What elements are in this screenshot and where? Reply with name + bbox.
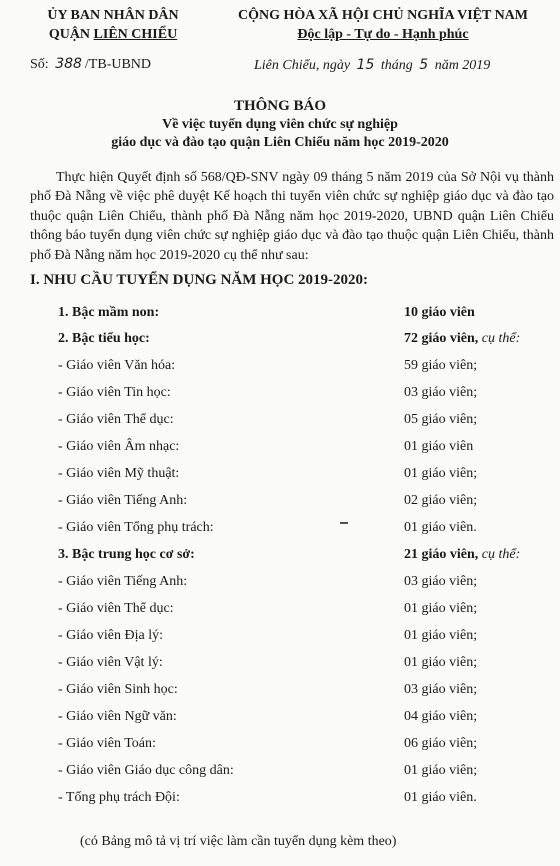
item-value: [404, 790, 477, 806]
attachment-note: (có Bảng mô tả vị trí việc làm cần tuyển dụng kèm theo): [80, 834, 397, 849]
item-value: [404, 358, 477, 374]
item-label: 1. Bậc mầm non:: [58, 305, 160, 320]
item-label: - Giáo viên Thể dục:: [58, 412, 174, 427]
item-label: - Giáo viên Sinh học:: [58, 682, 178, 697]
issuer-line-2: [18, 25, 208, 44]
national-header: [206, 6, 560, 44]
item-value: [404, 709, 477, 725]
item-value: [404, 736, 477, 752]
date-month-handwritten: 5: [419, 57, 429, 73]
item-detail-note: cụ thể:: [478, 331, 521, 346]
item-value: [404, 628, 477, 644]
list-item: [0, 601, 560, 625]
item-count: 21 giáo viên,: [404, 547, 479, 562]
item-value: [404, 305, 475, 321]
item-label: - Giáo viên Giáo dục công dân:: [58, 763, 234, 778]
list-item: [0, 763, 560, 787]
issuer-line-1: ỦY BAN NHÂN DÂN: [47, 8, 179, 23]
item-count: 01 giáo viên;: [404, 466, 478, 481]
section-1-heading: I. NHU CẦU TUYỂN DỤNG NĂM HỌC 2019-2020:: [30, 272, 369, 288]
item-detail-note: cụ thể:: [478, 547, 521, 562]
item-count: 02 giáo viên;: [404, 493, 478, 508]
list-item: [0, 305, 560, 329]
item-count: 01 giáo viên.: [404, 520, 477, 535]
item-value: [404, 655, 477, 671]
item-count: 10 giáo viên: [404, 305, 475, 320]
list-item: [0, 547, 560, 571]
item-label: - Giáo viên Âm nhạc:: [58, 439, 180, 454]
list-item: [0, 682, 560, 706]
item-count: 05 giáo viên;: [404, 412, 478, 427]
item-count: 03 giáo viên;: [404, 682, 478, 697]
document-date: [254, 57, 490, 74]
item-label: - Giáo viên Vật lý:: [58, 655, 163, 670]
list-item: [0, 736, 560, 760]
list-item: [0, 655, 560, 679]
list-item: [0, 412, 560, 436]
list-item: [0, 493, 560, 517]
item-label: - Giáo viên Mỹ thuật:: [58, 466, 180, 481]
date-day-handwritten: 15: [356, 57, 375, 73]
item-count: 01 giáo viên: [404, 439, 474, 454]
issuer-district: LIÊN CHIỂU: [93, 27, 178, 42]
issuer-header: [18, 6, 208, 44]
item-value: [404, 385, 477, 401]
document-title: [0, 96, 560, 152]
item-label: 2. Bậc tiểu học:: [58, 331, 150, 346]
intro-paragraph: Thực hiện Quyết định số 568/QĐ-SNV ngày 09 tháng 5 năm 2019 của Sở Nội vụ thành phố Đà Nẵng về việc phê duyệt Kế hoạch thi tuyển viên chức sự nghiệp giáo dục và đào tạo thuộc quận Liên Chiểu, thành phố Đà Nẵng năm học 2019-2020, UBND quận Liên Chiểu thông báo tuyển dụng viên chức sự nghiệp giáo dục và đào tạo thuộc quận Liên Chiểu, thành phố Đà Nẵng năm học 2019-2020 cụ thể như sau:: [30, 170, 554, 263]
item-count: 03 giáo viên;: [404, 385, 478, 400]
item-value: [404, 574, 477, 590]
title-line-2: Về việc tuyển dụng viên chức sự nghiệp: [162, 117, 398, 132]
date-prefix: Liên Chiểu, ngày: [254, 58, 351, 73]
list-item: [0, 358, 560, 382]
item-label: - Giáo viên Tiếng Anh:: [58, 493, 188, 508]
list-item: [0, 520, 560, 544]
date-year: năm 2019: [434, 58, 491, 73]
document-number-suffix: /TB-UBND: [84, 57, 152, 72]
item-value: [404, 601, 477, 617]
list-item: [0, 709, 560, 733]
item-count: 59 giáo viên;: [404, 358, 478, 373]
scan-mark: [340, 522, 348, 524]
list-item: [0, 628, 560, 652]
document-number-handwritten: 388: [55, 56, 82, 72]
item-value: [404, 493, 477, 509]
item-label: - Giáo viên Ngữ văn:: [58, 709, 177, 724]
item-count: 01 giáo viên.: [404, 790, 477, 805]
item-label: - Giáo viên Toán:: [58, 736, 156, 751]
national-motto: Độc lập - Tự do - Hạnh phúc: [297, 27, 469, 42]
list-item: [0, 331, 560, 355]
item-label: 3. Bậc trung học cơ sở:: [58, 547, 195, 562]
item-value: [404, 412, 477, 428]
item-count: 01 giáo viên;: [404, 655, 478, 670]
item-count: 01 giáo viên;: [404, 628, 478, 643]
item-value: [404, 682, 477, 698]
item-count: 04 giáo viên;: [404, 709, 478, 724]
issuer-line-2-prefix: QUẬN: [48, 27, 94, 42]
item-value: [404, 547, 520, 563]
item-count: 06 giáo viên;: [404, 736, 478, 751]
item-count: 72 giáo viên,: [404, 331, 479, 346]
item-value: [404, 520, 477, 536]
item-label: - Tổng phụ trách Đội:: [58, 790, 180, 805]
list-item: [0, 439, 560, 463]
title-line-1: THÔNG BÁO: [233, 98, 327, 114]
list-item: [0, 385, 560, 409]
document-number: [30, 56, 151, 73]
item-value: [404, 331, 520, 347]
item-count: 03 giáo viên;: [404, 574, 478, 589]
document-number-label: Số:: [30, 57, 49, 72]
item-value: [404, 466, 477, 482]
date-month-label: tháng: [380, 58, 413, 73]
item-label: - Giáo viên Văn hóa:: [58, 358, 176, 373]
item-value: [404, 763, 477, 779]
list-item: [0, 574, 560, 598]
item-label: - Giáo viên Tiếng Anh:: [58, 574, 188, 589]
item-label: - Giáo viên Thể dục:: [58, 601, 174, 616]
item-count: 01 giáo viên;: [404, 763, 478, 778]
item-label: - Giáo viên Tin học:: [58, 385, 171, 400]
list-item: [0, 790, 560, 814]
title-line-3: giáo dục và đào tạo quận Liên Chiểu năm học 2019-2020: [111, 135, 449, 150]
item-value: [404, 439, 473, 455]
list-item: [0, 466, 560, 490]
item-label: - Giáo viên Tổng phụ trách:: [58, 520, 214, 535]
item-count: 01 giáo viên;: [404, 601, 478, 616]
national-title: CỘNG HÒA XÃ HỘI CHỦ NGHĨA VIỆT NAM: [237, 8, 528, 23]
item-label: - Giáo viên Địa lý:: [58, 628, 163, 643]
